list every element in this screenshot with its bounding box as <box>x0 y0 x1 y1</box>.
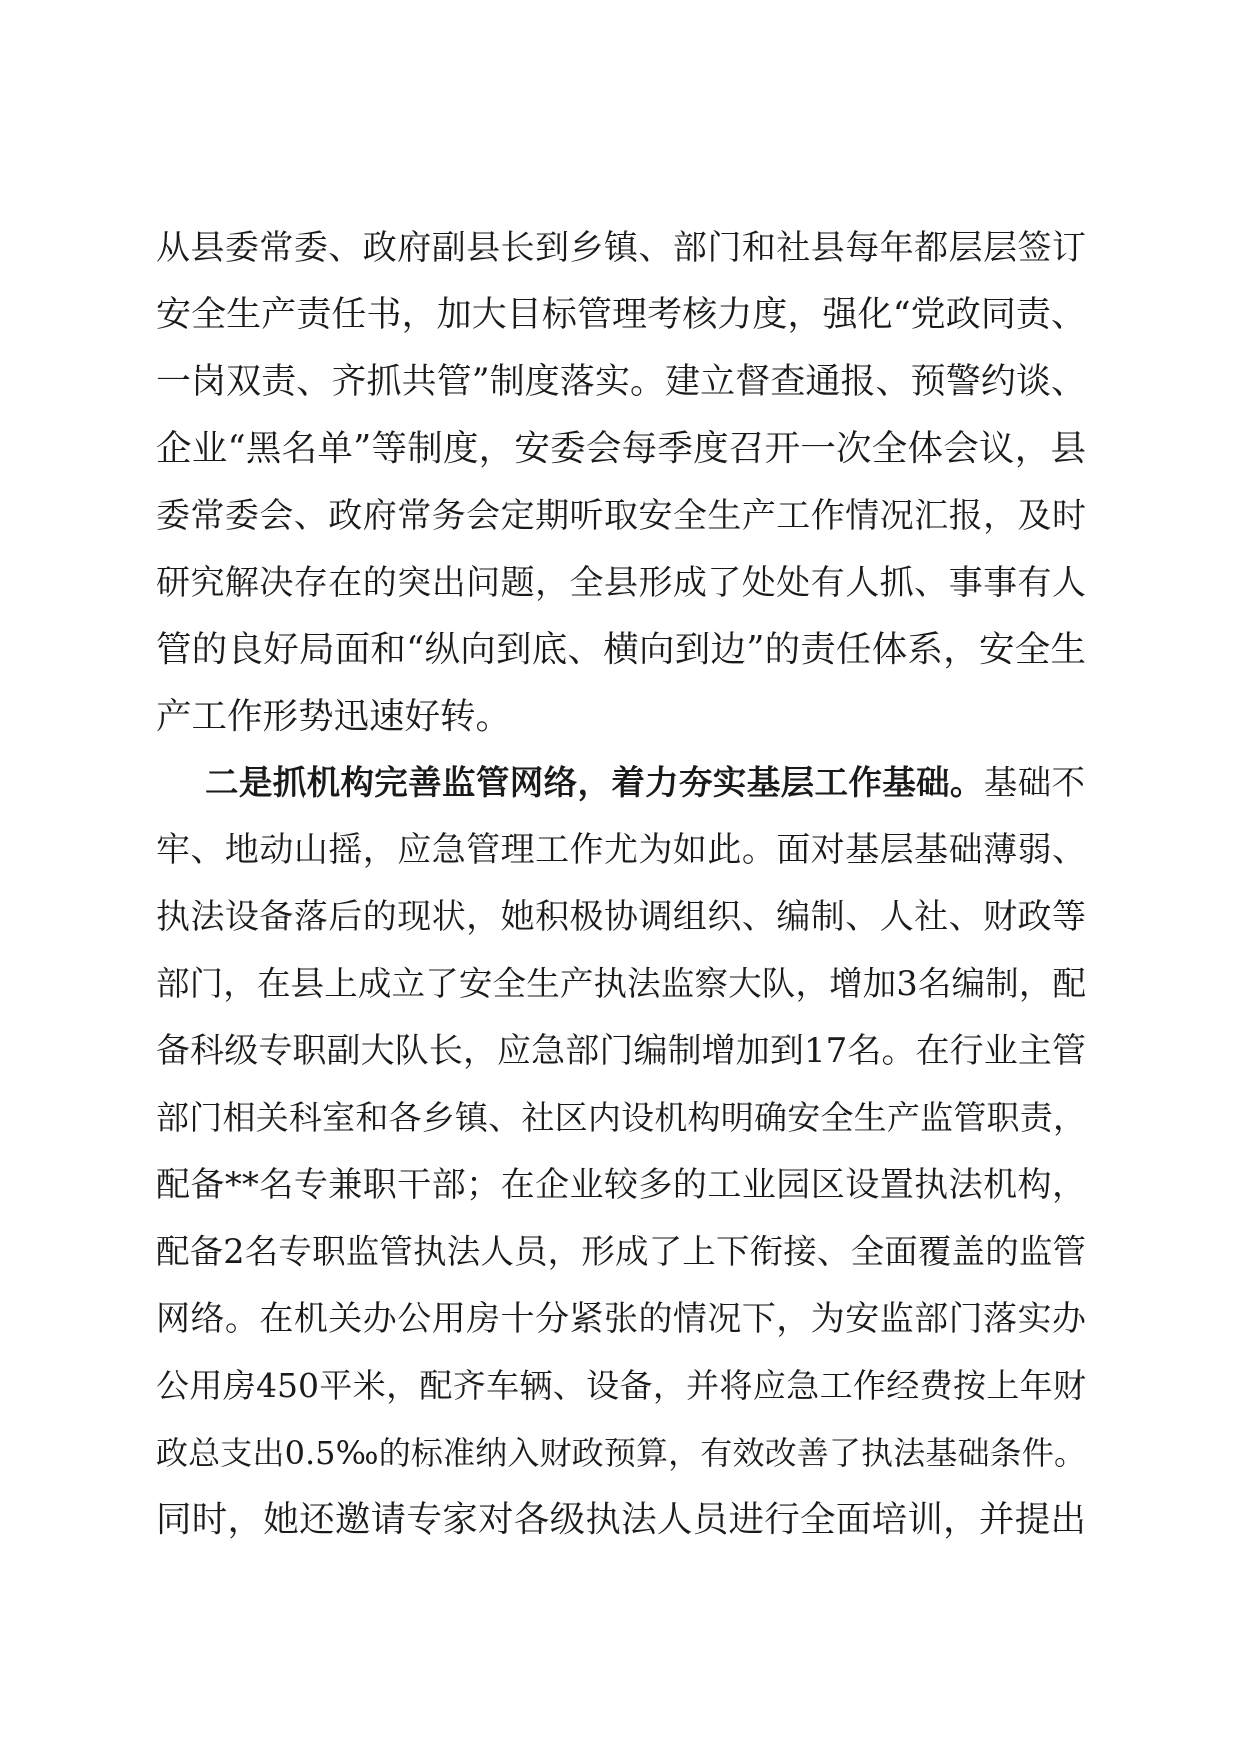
paragraph-line: 产工作形势迅速好转。 <box>156 696 512 737</box>
paragraph-line: 备科级专职副大队长，应急部门编制增加到17名。在行业主管 <box>156 1031 1086 1071</box>
paragraph-line: 公用房450平米，配齐车辆、设备，并将应急工作经费按上年财 <box>156 1366 1086 1405</box>
paragraph-line: 政总支出0.5‰的标准纳入财政预算，有效改善了执法基础条件。 <box>156 1434 1086 1472</box>
paragraph-line: 管的良好局面和“纵向到底、横向到边”的责任体系，安全生 <box>156 629 1086 670</box>
paragraph-line: 企业“黑名单”等制度，安委会每季度召开一次全体会议，县 <box>156 428 1086 469</box>
paragraph-first-line <box>205 753 1085 813</box>
paragraph-line: 牢、地动山摇，应急管理工作尤为如此。面对基层基础薄弱、 <box>156 830 1086 870</box>
paragraph-line: 委常委会、政府常务会定期听取安全生产工作情况汇报，及时 <box>156 496 1086 536</box>
paragraph-line: 同时，她还邀请专家对各级执法人员进行全面培训，并提出 <box>156 1499 1086 1540</box>
paragraph-line: 部门相关科室和各乡镇、社区内设机构明确安全生产监管职责， <box>156 1098 1086 1137</box>
paragraph-line: 配备**名专兼职干部；在企业较多的工业园区设置执法机构， <box>156 1165 1086 1205</box>
section-heading: 二是抓机构完善监管网络，着力夯实基层工作基础。 <box>205 763 984 802</box>
paragraph-line: 安全生产责任书，加大目标管理考核力度，强化“党政同责、 <box>156 295 1086 335</box>
paragraph-line: 研究解决存在的突出问题，全县形成了处处有人抓、事事有人 <box>156 563 1086 603</box>
paragraph-line: 配备2名专职监管执法人员，形成了上下衔接、全面覆盖的监管 <box>156 1232 1086 1271</box>
paragraph-line: 执法设备落后的现状，她积极协调组织、编制、人社、财政等 <box>156 897 1086 937</box>
paragraph-line: 从县委常委、政府副县长到乡镇、部门和社县每年都层层签订 <box>156 228 1086 268</box>
paragraph-line: 部门，在县上成立了安全生产执法监察大队，增加3名编制，配 <box>156 964 1086 1003</box>
paragraph-text: 基础不 <box>983 763 1086 802</box>
paragraph-line: 网络。在机关办公用房十分紧张的情况下，为安监部门落实办 <box>156 1299 1086 1339</box>
paragraph-line: 一岗双责、齐抓共管”制度落实。建立督查通报、预警约谈、 <box>156 362 1086 402</box>
